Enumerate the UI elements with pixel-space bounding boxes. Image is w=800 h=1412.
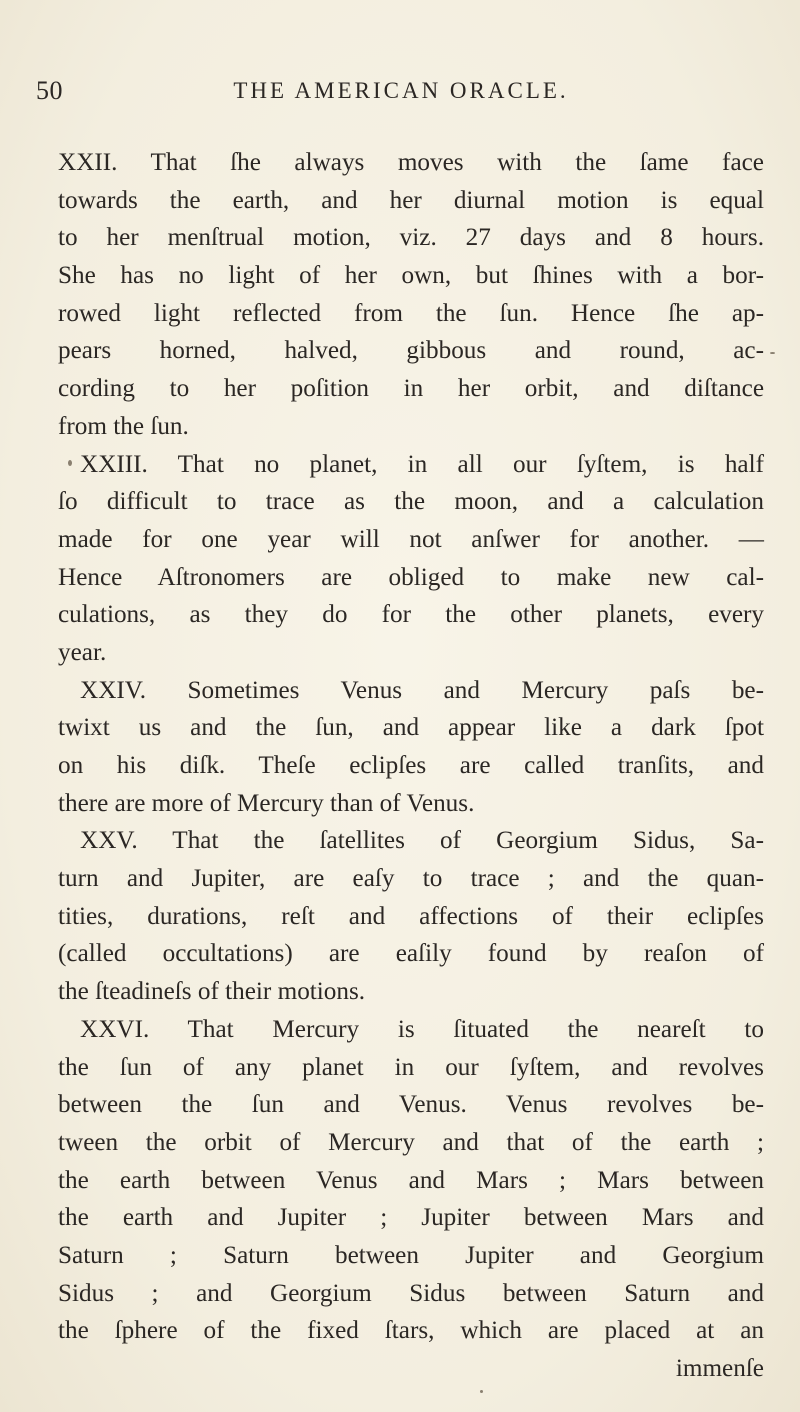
text-line: pears horned, halved, gibbous and round, ac- xyxy=(58,337,764,365)
text-line: XXII. That ſhe always moves with the ſame face xyxy=(58,149,764,176)
text-line: tities, durations, reſt and affections of their eclipſes xyxy=(58,902,764,930)
running-header xyxy=(36,76,766,116)
ink-speck xyxy=(480,1390,483,1393)
text-line: (called occultations) are eaſily found by reaſon of xyxy=(58,940,764,968)
text-line: Saturn ; Saturn between Jupiter and Georgium xyxy=(58,1241,764,1269)
paragraph-start-line: XXIII. That no planet, in all our ſyſtem, is half xyxy=(80,450,764,478)
text-line: twixt us and the ſun, and appear like a dark ſpot xyxy=(58,714,764,742)
text-line: between the ſun and Venus. Venus revolves be- xyxy=(58,1091,764,1119)
text-line: made for one year will not anſwer for another. — xyxy=(58,525,764,553)
paragraph-start-line: XXIV. Sometimes Venus and Mercury paſs be- xyxy=(80,676,764,704)
ink-speck xyxy=(68,460,72,466)
text-line: the ſphere of the fixed ſtars, which are placed at an xyxy=(58,1317,764,1345)
text-line: the earth between Venus and Mars ; Mars between xyxy=(58,1166,764,1194)
text-line: rowed light reflected from the ſun. Hence ſhe ap- xyxy=(58,299,764,327)
text-line: the ſteadineſs of their motions. xyxy=(58,978,366,1006)
text-line: tween the orbit of Mercury and that of the earth ; xyxy=(58,1128,764,1156)
text-line: cording to her poſition in her orbit, and diſtance xyxy=(58,375,764,403)
paragraph-start-line: XXVI. That Mercury is ſituated the neareſt to xyxy=(80,1015,764,1043)
ink-speck xyxy=(770,352,775,354)
page-number: 50 xyxy=(36,76,63,105)
text-line: She has no light of her own, but ſhines with a bor- xyxy=(58,262,764,290)
text-line: on his diſk. Theſe eclipſes are called tranſits, and xyxy=(58,752,764,779)
text-line: culations, as they do for the other planets, every xyxy=(58,601,764,629)
text-line: from the ſun. xyxy=(58,412,189,440)
text-line: the ſun of any planet in our ſyſtem, and revolves xyxy=(58,1053,764,1081)
text-line: the earth and Jupiter ; Jupiter between Mars and xyxy=(58,1204,764,1232)
text-line: there are more of Mercury than of Venus. xyxy=(58,789,475,817)
running-title: THE AMERICAN ORACLE. xyxy=(233,78,569,103)
paragraph-start-line: XXV. That the ſatellites of Georgium Sidus, Sa- xyxy=(80,827,764,855)
text-line: year. xyxy=(58,638,107,666)
body-text xyxy=(58,144,764,1388)
text-line: ſo difficult to trace as the moon, and a calculation xyxy=(58,488,764,516)
text-line: turn and Jupiter, are eaſy to trace ; and the quan- xyxy=(58,865,764,893)
text-line: to her menſtrual motion, viz. 27 days and 8 hours. xyxy=(58,224,764,252)
text-line: Sidus ; and Georgium Sidus between Saturn and xyxy=(58,1279,764,1307)
catchword: immenſe xyxy=(675,1355,764,1382)
text-line: Hence Aſtronomers are obliged to make new cal- xyxy=(58,563,764,591)
text-line: towards the earth, and her diurnal motion is equal xyxy=(58,186,764,214)
